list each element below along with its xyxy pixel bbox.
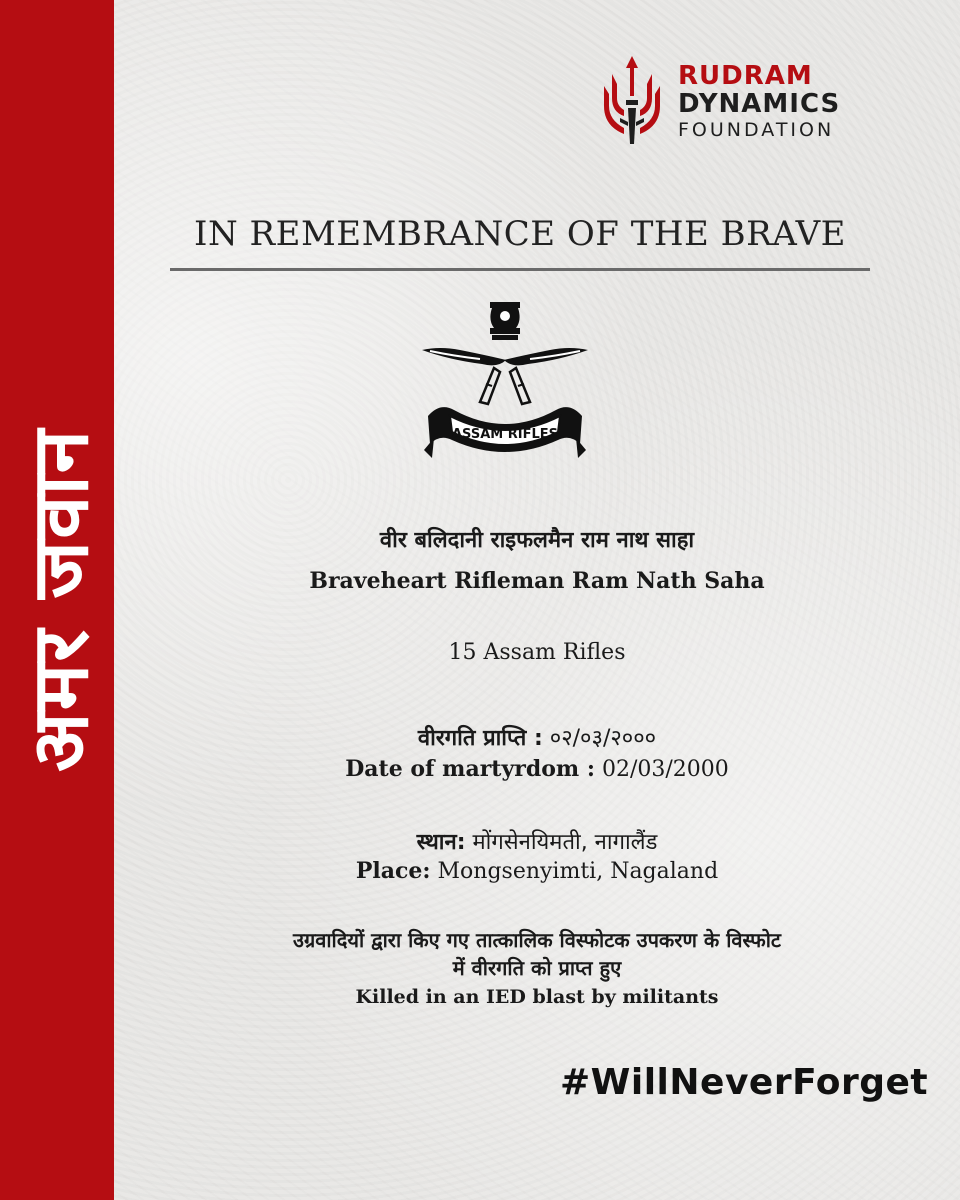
trident-logo-icon — [600, 56, 664, 146]
place-value-hindi: मोंगसेनयिमती, नागालैंड — [472, 830, 658, 855]
place-label-hindi: स्थान: — [416, 830, 466, 855]
soldier-name-hindi: वीर बलिदानी राइफलमैन राम नाथ साहा — [379, 528, 695, 553]
side-banner — [0, 0, 114, 1200]
logo-line-rudram: RUDRAM — [678, 61, 813, 91]
place-hindi — [114, 826, 960, 856]
heading-divider — [170, 268, 870, 271]
martyrdom-date-english — [114, 756, 960, 782]
assam-rifles-emblem-icon — [420, 298, 590, 468]
martyrdom-label-hindi: वीरगति प्राप्ति : — [417, 726, 543, 751]
logo-line-foundation: FOUNDATION — [678, 119, 835, 141]
logo-wordmark — [678, 62, 840, 142]
place-label-english: Place: — [355, 858, 431, 884]
logo-line-dynamics: DYNAMICS — [678, 89, 841, 119]
martyrdom-date-hindi — [114, 722, 960, 752]
emblem-banner-text: ASSAM RIFLES — [452, 427, 558, 442]
hashtag: #WillNeverForget — [560, 1062, 929, 1103]
soldier-name-english: Braveheart Rifleman Ram Nath Saha — [309, 568, 765, 594]
foundation-logo — [600, 56, 862, 146]
description-english: Killed in an IED blast by militants — [355, 986, 719, 1008]
description-hindi-line1: उग्रवादियों द्वारा किए गए तात्कालिक विस्फोटक उपकरण के विस्फोट — [293, 928, 781, 952]
page-heading: IN REMEMBRANCE OF THE BRAVE — [194, 214, 846, 254]
martyrdom-value-hindi: ०२/०३/२००० — [549, 726, 657, 751]
place-english — [114, 858, 960, 884]
martyrdom-value-english: 02/03/2000 — [601, 757, 729, 782]
martyrdom-label-english: Date of martyrdom : — [345, 756, 595, 782]
soldier-unit: 15 Assam Rifles — [448, 640, 626, 665]
place-value-english: Mongsenyimti, Nagaland — [437, 859, 719, 884]
description-hindi — [114, 926, 960, 982]
description-hindi-line2: में वीरगति को प्राप्त हुए — [452, 956, 622, 980]
side-banner-text: अमर जवान — [16, 427, 106, 773]
